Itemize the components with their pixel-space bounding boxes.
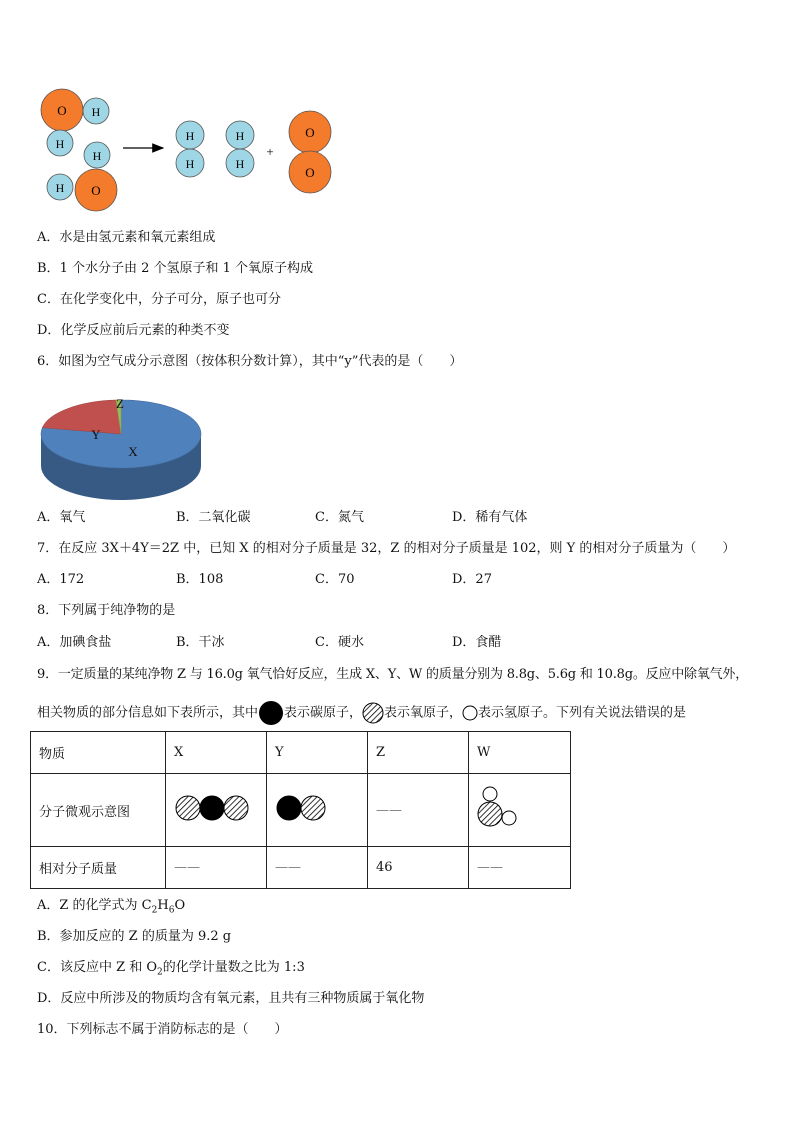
q9-stem-line1: 9．一定质量的某纯净物 Z 与 16.0g 氧气恰好反应，生成 X、Y、W 的质量分别为 8.8g、5.6g 和 10.8g。反应中除氧气外，	[37, 667, 749, 682]
q6-option-b: B．二氧化碳	[176, 510, 251, 525]
hydrogen-molecule-1	[176, 121, 204, 177]
q9-option-c: C．该反应中 Z 和 $O_2$的化学计量数之比为 1:3	[37, 960, 305, 978]
q8-stem: 8．下列属于纯净物的是	[37, 603, 176, 618]
table-cell-z: ——	[368, 774, 469, 847]
hydrogen-label: H	[235, 157, 245, 171]
table-cell-w-molecule	[469, 774, 571, 847]
table-cell: ——	[469, 847, 571, 889]
q6-option-d: D．稀有气体	[452, 510, 528, 525]
oxygen-label: O	[305, 165, 315, 180]
hydrogen-label: H	[235, 129, 245, 143]
table-cell-label: 分子微观示意图	[31, 774, 166, 847]
q5-option-d: D．化学反应前后元素的种类不变	[37, 323, 230, 338]
co-molecule-icon	[275, 793, 331, 823]
table-header-cell: X	[166, 732, 267, 774]
q7-option-b: B．108	[176, 572, 224, 587]
oxygen-label: O	[57, 103, 67, 118]
air-composition-pie-chart	[36, 376, 208, 501]
hydrogen-label: H	[185, 157, 195, 171]
oxygen-atom-icon	[362, 702, 384, 724]
q6-stem: 6．如图为空气成分示意图（按体积分数计算），其中“y”代表的是（ ）	[37, 354, 463, 369]
q10-stem: 10．下列标志不属于消防标志的是（ ）	[37, 1022, 288, 1037]
table-cell: 46	[368, 847, 469, 889]
hydrogen-label: H	[185, 129, 195, 143]
q9-option-b: B．参加反应的 Z 的质量为 9.2 g	[37, 929, 232, 944]
q7-option-d: D．27	[452, 572, 492, 587]
table-header-cell: Z	[368, 732, 469, 774]
q5-option-b: B．1 个水分子由 2 个氢原子和 1 个氧原子构成	[37, 261, 314, 276]
q7-option-a: A．172	[37, 572, 85, 587]
oxygen-molecule	[289, 111, 331, 193]
co2-molecule-icon	[174, 793, 254, 823]
table-cell-x-molecule	[166, 774, 267, 847]
water-decomposition-diagram	[30, 85, 350, 215]
hydrogen-label: H	[55, 137, 65, 151]
table-cell: ——	[267, 847, 368, 889]
q7-option-c: C．70	[315, 572, 355, 587]
plus-sign: +	[266, 144, 274, 159]
hydrogen-label: H	[91, 105, 101, 119]
table-header-cell: 物质	[31, 732, 166, 774]
table-header-cell: Y	[267, 732, 368, 774]
hydrogen-label: H	[55, 181, 65, 195]
oxygen-label: O	[91, 183, 101, 198]
hydrogen-label: H	[92, 149, 102, 163]
table-header-row	[31, 732, 571, 774]
pie-label-y: Y	[91, 427, 101, 442]
oxygen-label: O	[305, 125, 315, 140]
q9-option-d: D．反应中所涉及的物质均含有氧元素，且共有三种物质属于氧化物	[37, 991, 425, 1006]
q9-info-table	[30, 731, 571, 889]
q9-option-a: A．Z 的化学式为 $C_2H_6O$	[37, 898, 186, 916]
q5-option-c: C．在化学变化中，分子可分，原子也可分	[37, 292, 281, 307]
q6-option-a: A．氧气	[37, 510, 86, 525]
table-row	[31, 774, 571, 847]
q8-option-b: B．干冰	[176, 635, 225, 650]
table-cell-label: 相对分子质量	[31, 847, 166, 889]
q5-option-a: A．水是由氢元素和氧元素组成	[37, 230, 216, 245]
table-row	[31, 847, 571, 889]
q7-stem: 7．在反应 3X＋4Y＝2Z 中，已知 X 的相对分子质量是 32，Z 的相对分子质量是 102，则 Y 的相对分子质量为（ ）	[37, 541, 736, 556]
q8-option-d: D．食醋	[452, 635, 502, 650]
hydrogen-atom-icon	[462, 705, 478, 721]
carbon-atom-icon	[258, 700, 284, 726]
q6-option-c: C．氮气	[315, 510, 364, 525]
q8-option-c: C．硬水	[315, 635, 364, 650]
pie-label-z: Z	[116, 396, 124, 411]
h2o-molecule-icon	[477, 786, 525, 830]
hydrogen-molecule-2	[226, 121, 254, 177]
table-cell-y-molecule	[267, 774, 368, 847]
pie-label-x: X	[128, 444, 138, 459]
q8-option-a: A．加碘食盐	[37, 635, 112, 650]
q9-stem-line2: 相关物质的部分信息如下表所示，其中 表示碳原子， 表示氧原子， 表示氢原子。下列有关说法错误的是	[37, 700, 686, 726]
table-header-cell: W	[469, 732, 571, 774]
table-cell: ——	[166, 847, 267, 889]
